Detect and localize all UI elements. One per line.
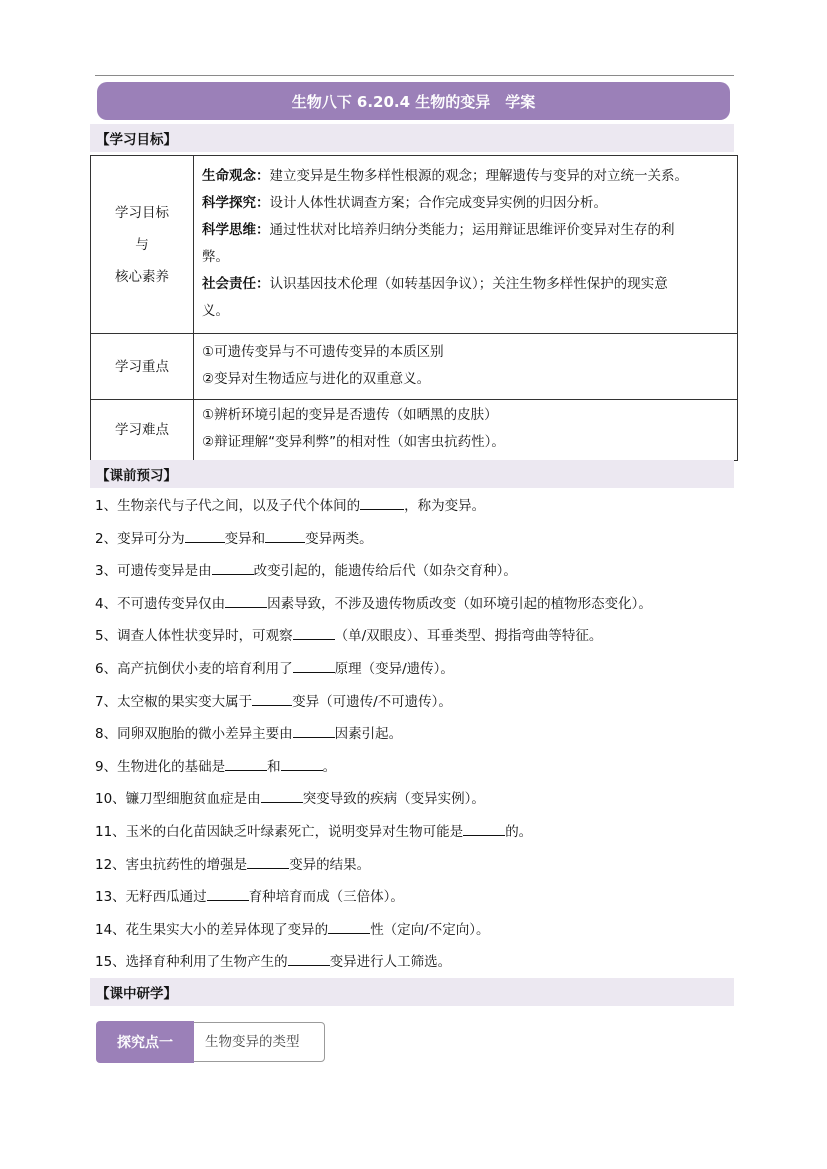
goal-line-life-concept — [202, 163, 731, 190]
head-line: 学习目标 — [115, 204, 169, 221]
goal-key: 社会责任： — [202, 275, 270, 292]
answer-blank[interactable] — [185, 528, 225, 543]
page-title — [97, 82, 730, 120]
answer-blank[interactable] — [265, 528, 305, 543]
goals-table — [90, 155, 738, 461]
top-rule — [95, 75, 734, 76]
table-row-difficulties — [91, 400, 738, 461]
question-item: 4、不可遗传变异仅由 因素导致，不涉及遗传物质改变（如环境引起的植物形态变化）。 — [95, 590, 735, 623]
goal-text: 建立变异是生物多样性根源的观念；理解遗传与变异的对立统一关系。 — [269, 167, 688, 184]
row-body-difficulties — [194, 400, 738, 461]
goal-text: 设计人体性状调查方案；合作完成变异实例的归因分析。 — [269, 194, 607, 211]
row-body-key-points — [194, 334, 738, 400]
goal-line-inquiry — [202, 190, 731, 217]
answer-blank[interactable] — [281, 756, 323, 771]
head-line: 核心素养 — [115, 268, 169, 285]
section-preview-header — [90, 460, 734, 488]
head-line: 与 — [135, 236, 149, 253]
answer-blank[interactable] — [212, 560, 254, 575]
difficulty-line: ①辨析环境引起的变异是否遗传（如晒黑的皮肤） — [202, 407, 498, 423]
row-body-core-literacy — [194, 156, 738, 334]
page-title-text: 生物八下 6.20.4 生物的变异 学案 — [291, 92, 536, 111]
section-study-header — [90, 978, 734, 1006]
answer-blank[interactable] — [288, 951, 330, 966]
key-point-line: ①可遗传变异与不可遗传变异的本质区别 — [202, 343, 444, 360]
row-head-core-literacy — [91, 156, 194, 334]
row-head-difficulties: 学习难点 — [91, 400, 194, 461]
answer-blank[interactable] — [328, 919, 370, 934]
answer-blank[interactable] — [247, 854, 289, 869]
answer-blank[interactable] — [252, 691, 292, 706]
question-list — [95, 492, 735, 981]
section-goals-label: 【学习目标】 — [96, 132, 177, 148]
answer-blank[interactable] — [463, 821, 505, 836]
section-study-label: 【课中研学】 — [96, 986, 177, 1002]
answer-blank[interactable] — [293, 625, 335, 640]
goal-text: 义。 — [202, 302, 229, 319]
question-item: 14、花生果实大小的差异体现了变异的 性（定向/不定向）。 — [95, 916, 735, 949]
explore-point-title: 生物变异的类型 — [205, 1034, 300, 1050]
question-item: 3、可遗传变异是由 改变引起的，能遗传给后代（如杂交育种）。 — [95, 557, 735, 590]
question-item: 1、生物亲代与子代之间，以及子代个体间的 ，称为变异。 — [95, 492, 735, 525]
difficulty-line: ②辩证理解“变异利弊”的相对性（如害虫抗药性）。 — [202, 434, 505, 450]
question-item: 5、调查人体性状变异时，可观察 （单/双眼皮）、耳垂类型、拇指弯曲等特征。 — [95, 622, 735, 655]
answer-blank[interactable] — [225, 756, 267, 771]
answer-blank[interactable] — [261, 788, 303, 803]
question-item: 12、害虫抗药性的增强是 变异的结果。 — [95, 851, 735, 884]
question-item: 13、无籽西瓜通过 育种培育而成（三倍体）。 — [95, 883, 735, 916]
table-row-key-points — [91, 334, 738, 400]
question-item: 11、玉米的白化苗因缺乏叶绿素死亡，说明变异对生物可能是 的。 — [95, 818, 735, 851]
question-item: 2、变异可分为 变异和 变异两类。 — [95, 525, 735, 558]
goal-text: 通过性状对比培养归纳分类能力；运用辩证思维评价变异对生存的利 — [269, 221, 675, 238]
goal-key: 科学思维： — [202, 221, 270, 238]
goal-line-thinking-cont — [202, 244, 731, 271]
answer-blank[interactable] — [225, 593, 267, 608]
question-item: 10、镰刀型细胞贫血症是由 突变导致的疾病（变异实例）。 — [95, 785, 735, 818]
goal-text: 认识基因技术伦理（如转基因争议）；关注生物多样性保护的现实意 — [269, 275, 668, 292]
goal-text: 弊。 — [202, 248, 229, 265]
section-preview-label: 【课前预习】 — [96, 468, 177, 484]
section-goals-header — [90, 124, 734, 152]
answer-blank[interactable] — [293, 723, 335, 738]
question-item: 7、太空椒的果实变大属于 变异（可遗传/不可遗传）。 — [95, 688, 735, 721]
explore-point-label: 探究点一 — [96, 1021, 194, 1063]
goal-line-thinking — [202, 217, 731, 244]
row-head-key-points: 学习重点 — [91, 334, 194, 400]
answer-blank[interactable] — [207, 886, 249, 901]
goal-line-responsibility — [202, 271, 731, 298]
key-point-line: ②变异对生物适应与进化的双重意义。 — [202, 370, 431, 387]
answer-blank[interactable] — [293, 658, 335, 673]
question-item: 15、选择育种利用了生物产生的 变异进行人工筛选。 — [95, 948, 735, 981]
goal-key: 生命观念： — [202, 167, 270, 184]
goal-line-responsibility-cont — [202, 298, 731, 325]
table-row-core-literacy — [91, 156, 738, 334]
answer-blank[interactable] — [360, 495, 404, 510]
goal-key: 科学探究： — [202, 194, 270, 211]
question-item: 8、同卵双胞胎的微小差异主要由 因素引起。 — [95, 720, 735, 753]
question-item: 6、高产抗倒伏小麦的培育利用了 原理（变异/遗传）。 — [95, 655, 735, 688]
question-item: 9、生物进化的基础是 和 。 — [95, 753, 735, 786]
